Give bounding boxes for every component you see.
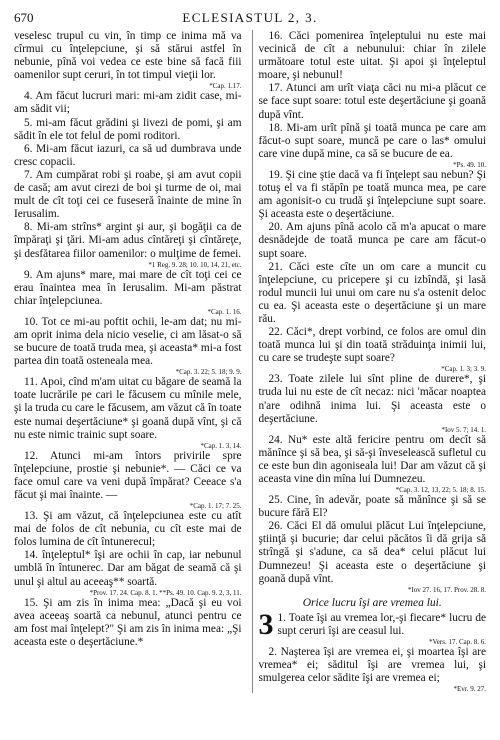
cross-reference: *Evr. 9. 27. <box>453 685 486 694</box>
running-title: ECLESIASTUL 2, 3. <box>182 10 318 25</box>
verse: 7. Am cumpărat robi şi roabe, şi am avut copii de casă; am avut cirezi de boi şi turme de oi, mai mult de cît toţi cei ce fuseseră înainte de mine în Ierusalim. <box>14 168 242 221</box>
verse: 5. mi-am făcut grădini şi livezi de pomi, şi am sădit în ele tot felul de pomi roditori. <box>14 116 242 142</box>
chapter-number: 3 <box>258 607 274 641</box>
right-column <box>252 30 487 693</box>
verse: 8. Mi-am strîns* argint şi aur, şi bogăţii ca de împăraţi şi ţări. Mi-am adus cîntăreţi şi cîntăreţe, şi desfătarea fiilor oamenilor: o mulţime de femei. <box>14 221 242 260</box>
verse: 6. Mi-am făcut iazuri, ca să ud dumbrava unde cresc copacii. <box>14 142 242 168</box>
cross-reference: *Cap. 3. 12, 13, 22; 5. 18; 8. 15. <box>395 486 486 495</box>
section-heading: Orice lucru îşi are vremea lui. <box>302 596 442 609</box>
verse: 24. Nu* este altă fericire pentru om decît să mănînce şi să bea, şi să-şi înveselească sufletul cu ce este bun din agoniseala lui! Dar am văzut că şi aceasta vine din mîna lui Dumnezeu. <box>258 433 486 485</box>
verse: 9. Am ajuns* mare, mai mare de cît toţi cei ce erau înaintea mea în Ierusalim. Mi-am păstrat chiar înţelepciunea. <box>14 268 242 307</box>
verse: 22. Căci*, drept vorbind, ce folos are omul din toată munca lui şi din toată străduinţa inimii lui, cu care se trudeşte supt soare? <box>258 326 486 365</box>
cross-reference: *Cap. 1. 16. <box>207 307 242 316</box>
text-columns <box>14 30 486 693</box>
cross-reference: *Vers. 17. Cap. 8. 6. <box>429 638 486 647</box>
cross-reference: *1 Reg. 9. 28; 10. 10, 14, 21, etc. <box>148 260 242 269</box>
verse: 16. Căci pomenirea înţeleptului nu este mai vecinică de cît a nebunului: chiar în zilele următoare totul este uitat. Şi apoi şi înţeleptul moare, şi nebunul! <box>258 30 486 82</box>
page-header <box>14 10 486 28</box>
verse: 17. Atunci am urît viaţa căci nu mi-a plăcut ce se face supt soare: totul este deşertăciune şi goană după vînt. <box>258 82 486 121</box>
verse: 21. Căci este cîte un om care a muncit cu înţelepciune, cu pricepere şi cu izbîndă, şi lasă rodul muncii lui unui om care nu s'a ostenit deloc cu ea. Şi aceasta este o deşertăciune şi un mare rău. <box>258 260 486 325</box>
cross-reference: *Iov 5. 7; 14. 1. <box>441 425 486 434</box>
cross-reference: *Ps. 49. 10. <box>453 160 486 169</box>
verse: 23. Toate zilele lui sînt pline de durere*, şi truda lui nu este de cît necaz: nici 'măcar noaptea n'are odihnă inima lui. Şi aceasta este o deşertăciune. <box>258 373 486 425</box>
verse: 1. Toate îşi au vremea lor,-şi fiecare* lucru de supt ceruri îşi are ceasul lui. <box>277 611 486 637</box>
verse: 12. Atunci mi-am întors privirile spre înţelepciune, prostie şi nebunie*. — Căci ce va face omul care va veni după împărat? Ceeace s'a făcut şi mai înainte. — <box>14 449 242 501</box>
verse: 10. Tot ce mi-au poftit ochii, le-am dat; nu mi-am oprit inima dela nicio veselie, ci am lăsat-o să se bucure de toată truda mea, şi aceasta* mi-a fost partea din toată osteneala mea. <box>14 315 242 368</box>
page-number: 670 <box>14 10 34 25</box>
verse: 19. Şi cine ştie dacă va fi înţelept sau nebun? Şi totuş el va fi stăpîn pe toată munca mea, pe care am agonisit-o cu trudă şi înţelepciune supt soare. Şi aceasta este o deşertăciune. <box>258 168 486 221</box>
verse: 26. Căci El dă omului plăcut Lui înţelepciune, ştiinţă şi bucurie; dar celui păcătos îi dă grija să strîngă şi s'adune, ca să dea* celui plăcut lui Dumnezeu! Şi aceasta este o deşertăciune şi goană după vînt. <box>258 520 486 585</box>
cross-reference: *Cap. 1. 3, 14. <box>200 441 242 450</box>
chapter-block <box>258 607 487 694</box>
left-column <box>14 30 242 693</box>
right-verses <box>259 30 487 594</box>
verse: 11. Apoi, cînd m'am uitat cu băgare de seamă la toate lucrările pe cari le făcusem cu mînile mele, şi la truda cu care le făcusem, am văzut că în toate este numai deşertăciune* şi goană după vînt, şi că nu este nimic trainic supt soare. <box>14 376 242 441</box>
cross-reference: *Iov 27. 16, 17. Prov. 28. 8. <box>407 585 486 594</box>
verse: 20. Am ajuns pînă acolo că m'a apucat o mare desnădejde de toată munca pe care am făcut-o supt soare. <box>258 221 486 260</box>
verse: 14. înţeleptul* îşi are ochii în cap, iar nebunul umblă în întunerec. Dar am băgat de seamă că şi unul şi altul au aceeaş** soartă. <box>14 549 242 588</box>
cross-reference: *Cap. 1. 17; 7. 25. <box>189 502 242 511</box>
cross-reference: *Cap. 3. 22; 5. 18; 9. 9. <box>175 368 242 377</box>
verse: 18. Mi-am urît pînă şi toată munca pe care am făcut-o supt soare, muncă pe care o las* omului care vine după mine, ca să se bucure de ea. <box>258 121 486 160</box>
verse: 13. Şi am văzut, că înţelepciunea este cu atît mai de folos de cît nebunia, cu cît este mai de folos lumina de cît întunerecul; <box>14 510 242 549</box>
verse: 2. Naşterea îşi are vremea ei, şi moartea îşi are vremea* ei; săditul îşi are vremea lui, şi smulgerea celor sădite îşi are vremea ei; <box>258 646 486 685</box>
verse: 15. Şi am zis în inima mea: „Dacă şi eu voi avea aceeaş soartă ca nebunul, atunci pentru ce am fost mai înţelept?" Şi am zis în inima mea: „Şi aceasta este o deşertăciune.* <box>14 596 242 648</box>
cross-reference: *Cap. 1.17. <box>209 82 242 91</box>
verse: 25. Cine, în adevăr, poate să mănînce şi să se bucure fără El? <box>258 494 486 520</box>
cross-reference: *Prov. 17. 24. Cap. 8. 1. **Ps. 49. 10. Cap. 9. 2, 3, 11. <box>89 588 242 597</box>
verse: 4. Am făcut lucruri mari: mi-am zidit case, mi-am sădit vii; <box>14 90 242 116</box>
verse: veselesc trupul cu vin, în timp ce inima mă va cîrmui cu înţelepciune, şi să stărui astfel în nebunie, pînă voi vedea ce este bine să facă fiii oamenilor supt ceruri, în tot timpul vieţii lor. <box>14 30 242 82</box>
cross-reference: *Cap. 1. 3; 3. 9. <box>441 365 486 374</box>
chapter-verses <box>258 607 487 694</box>
